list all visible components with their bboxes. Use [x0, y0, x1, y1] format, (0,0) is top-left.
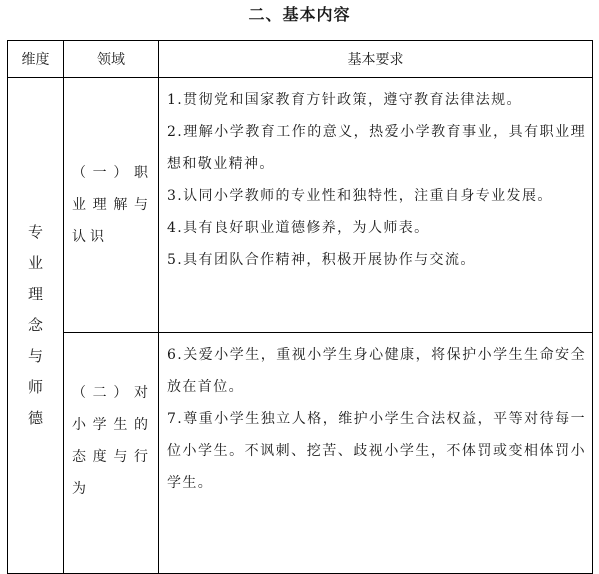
standards-table [7, 40, 593, 574]
header-dimension: 维度 [8, 41, 64, 78]
area-label: （一）职业理解与认识 [72, 165, 152, 245]
requirement-item: 5.具有团队合作精神，积极开展协作与交流。 [167, 252, 476, 268]
requirement-item: 7.尊重小学生独立人格，维护小学生合法权益，平等对待每一位小学生。不讽刺、挖苦、歧视小学生，不体罚或变相体罚小学生。 [167, 411, 586, 491]
area-cell [64, 333, 159, 574]
dimension-cell [8, 78, 64, 574]
area-label: （二）对小学生的态度与行为 [72, 385, 152, 497]
requirement-item: 1.贯彻党和国家教育方针政策，遵守教育法律法规。 [167, 92, 522, 108]
requirement-item: 6.关爱小学生，重视小学生身心健康，将保护小学生生命安全放在首位。 [167, 347, 586, 395]
requirement-item: 2.理解小学教育工作的意义，热爱小学教育事业，具有职业理想和敬业精神。 [167, 124, 586, 172]
dimension-label: 专业理念与师德 [27, 223, 43, 427]
requirement-item: 3.认同小学教师的专业性和独特性，注重自身专业发展。 [167, 188, 553, 204]
table-row [8, 78, 593, 333]
section-heading: 二、基本内容 [248, 5, 351, 24]
requirements-cell [159, 333, 593, 574]
header-requirements: 基本要求 [159, 41, 593, 78]
area-cell [64, 78, 159, 333]
requirements-cell [159, 78, 593, 333]
table-header-row [8, 41, 593, 78]
requirement-item: 4.具有良好职业道德修养，为人师表。 [167, 220, 430, 236]
table-row [8, 333, 593, 574]
header-area: 领域 [64, 41, 159, 78]
